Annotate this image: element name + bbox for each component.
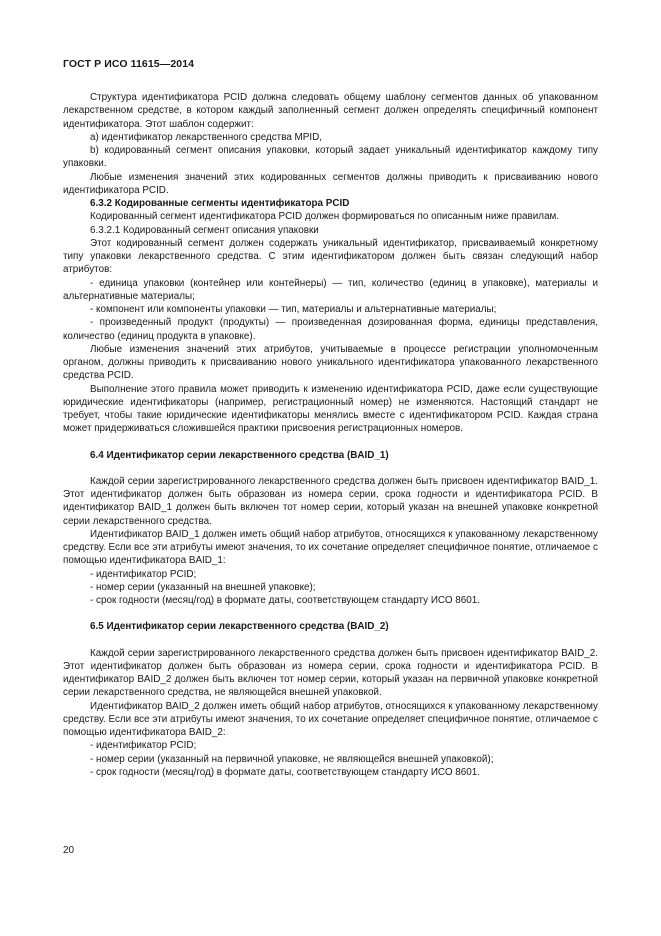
list-item: - компонент или компоненты упаковки — тип, материалы и альтернативные материалы; bbox=[90, 304, 497, 315]
list-item: - срок годности (месяц/год) в формате даты, соответствующем стандарту ИСО 8601. bbox=[90, 595, 480, 606]
paragraph: Каждой серии зарегистрированного лекарственного средства должен быть присвоен идентификатор BAID_1. Этот идентификатор должен быть образован из номера серии, срока годности и идентификатора PCID. В идентификатор BAID_1 должен быть включен тот номер серии, который указан на внешней упаковке конкретной серии лекарственного средства. bbox=[63, 475, 598, 527]
paragraph: Каждой серии зарегистрированного лекарственного средства должен быть присвоен идентификатор BAID_2. Этот идентификатор должен быть образован из номера серии, срока годности и идентификатора PCID. В идентификатор BAID_2 должен быть включен тот номер серии, который указан на первичной упаковке конкретной серии лекарственного средства, не являющейся внешней упаковкой. bbox=[63, 647, 598, 699]
section-heading: 6.4 Идентификатор серии лекарственного средства (BAID_1) bbox=[90, 449, 389, 461]
paragraph: Идентификатор BAID_1 должен иметь общий набор атрибутов, относящихся к упакованному лекарственному средству. Если все эти атрибуты имеют значения, то их сочетание определяет специфичное понятие, отличаемое с помощью идентификатора BAID_1: bbox=[63, 528, 598, 567]
list-item: a) идентификатор лекарственного средства MPID, bbox=[90, 131, 322, 143]
document-header: ГОСТ Р ИСО 11615—2014 bbox=[63, 58, 195, 70]
paragraph: Структура идентификатора PCID должна следовать общему шаблону сегментов данных об упакованном лекарственном средстве, в котором каждый заполненный сегмент должен определять специфичный компонент идентификатора. Этот шаблон содержит: bbox=[63, 92, 598, 130]
paragraph: Выполнение этого правила может приводить к изменению идентификатора PCID, даже если существующие юридические идентификаторы (например, регистрационный номер) не изменяются. Настоящий стандарт не требует, чтобы такие юридические идентификаторы менялись вместе с идентификатором PCID. Каждая страна может придерживаться сложившейся практики присвоения регистрационных номеров. bbox=[63, 383, 598, 435]
page-number: 20 bbox=[63, 845, 75, 856]
list-item: - единица упаковки (контейнер или контейнеры) — тип, количество (единиц в упаковке), материалы и альтернативные материалы; bbox=[63, 277, 598, 302]
paragraph: Любые изменения значений этих атрибутов, учитываемые в процессе регистрации уполномоченным органом, должны приводить к присваиванию нового уникального идентификатора упакованного лекарственного средства PCID. bbox=[63, 343, 598, 382]
list-item: - срок годности (месяц/год) в формате даты, соответствующем стандарту ИСО 8601. bbox=[90, 766, 480, 778]
list-item: - произведенный продукт (продукты) — произведенная дозированная форма, единицы представления, количество (единиц продукта в упаковке). bbox=[63, 317, 598, 342]
paragraph: Кодированный сегмент идентификатора PCID должен формироваться по описанным ниже правилам. bbox=[90, 211, 560, 223]
paragraph: Этот кодированный сегмент должен содержать уникальный идентификатор, присваиваемый конкретному типу упаковки лекарственного средства. С этим идентификатором должен быть связан следующий набор атрибутов: bbox=[63, 237, 598, 276]
subsection-heading: 6.3.2 Кодированные сегменты идентификатора PCID bbox=[90, 198, 350, 209]
paragraph: Идентификатор BAID_2 должен иметь общий набор атрибутов, относящихся к упакованному лекарственному средству. Если все эти атрибуты имеют значения, то их сочетание определяет специфичное понятие, отличаемое с помощью идентификатора BAID_2: bbox=[63, 700, 598, 738]
subsection-heading: 6.3.2.1 Кодированный сегмент описания упаковки bbox=[90, 224, 319, 236]
list-item: - номер серии (указанный на первичной упаковке, не являющейся внешней упаковкой); bbox=[90, 753, 494, 765]
list-item: b) кодированный сегмент описания упаковки, который задает уникальный идентификатор каждому типу упаковки. bbox=[63, 145, 598, 170]
list-item: - номер серии (указанный на внешней упаковке); bbox=[90, 581, 316, 593]
paragraph: Любые изменения значений этих кодированных сегментов должны приводить к присваиванию нового идентификатора PCID. bbox=[63, 171, 598, 196]
section-heading: 6.5 Идентификатор серии лекарственного средства (BAID_2) bbox=[90, 621, 389, 633]
document-body bbox=[63, 91, 598, 779]
list-item: - идентификатор PCID; bbox=[90, 740, 197, 752]
list-item: - идентификатор PCID; bbox=[90, 568, 197, 580]
